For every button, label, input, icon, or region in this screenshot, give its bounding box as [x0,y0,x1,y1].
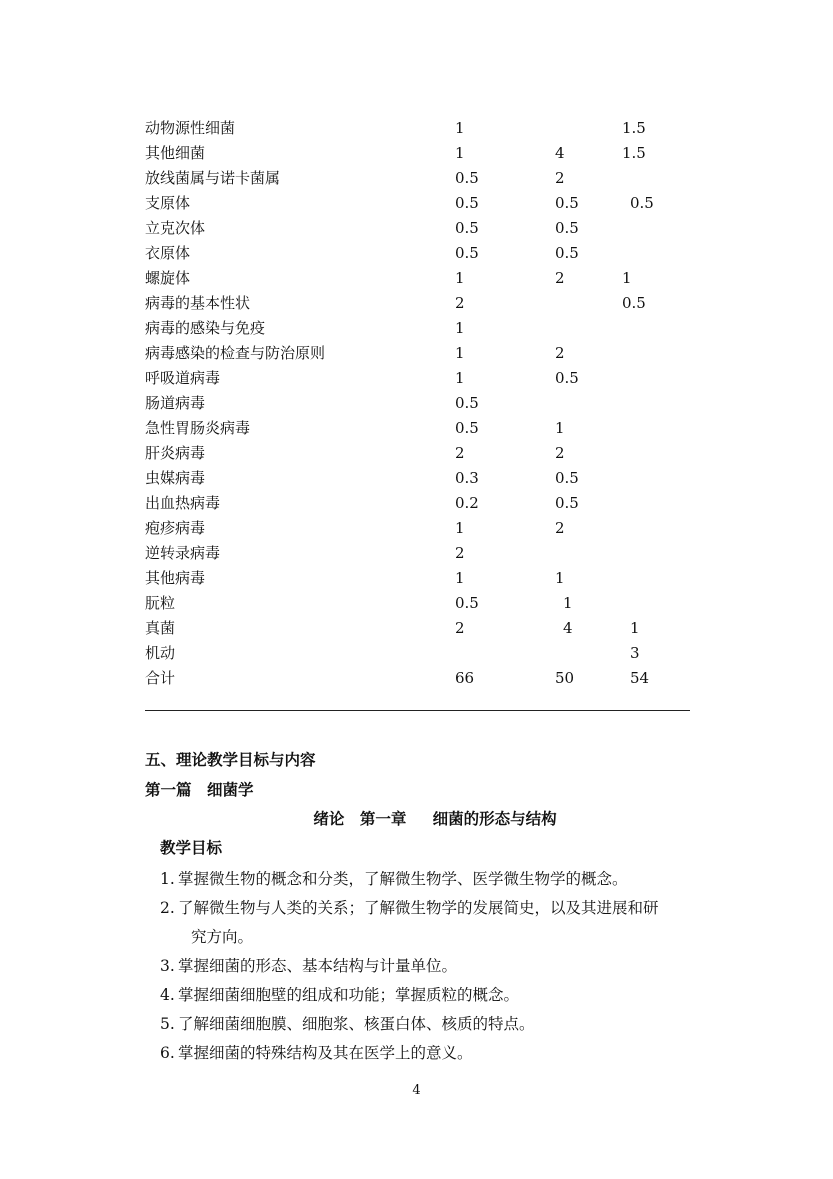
row-value-b: 50 [555,669,575,687]
table-row [0,191,833,216]
table-bottom-rule [145,710,690,711]
row-name: 急性胃肠炎病毒 [145,419,251,437]
row-value-c: 1 [622,269,632,287]
row-name: 出血热病毒 [145,494,221,512]
row-name: 真菌 [145,619,176,637]
page-number: 4 [412,1083,421,1098]
row-value-a: 0.5 [455,419,479,437]
row-value-a: 1 [455,344,465,362]
row-value-b: 0.5 [555,244,579,262]
goal-number: 2. [160,899,175,917]
row-name: 螺旋体 [145,269,191,287]
part-heading: 第一篇 细菌学 [145,780,254,799]
list-item [160,1010,700,1039]
row-value-b: 4 [555,144,565,162]
table-row [0,366,833,391]
goal-text: 掌握细菌的形态、基本结构与计量单位。 [178,957,458,975]
row-value-a: 0.5 [455,244,479,262]
row-name: 其他病毒 [145,569,206,587]
row-value-a: 1 [455,569,465,587]
row-name: 病毒的基本性状 [145,294,251,312]
row-value-a: 0.3 [455,469,479,487]
row-name: 病毒感染的检查与防治原则 [145,344,326,362]
goal-text-continued: 究方向。 [191,928,254,946]
list-item [160,981,700,1010]
table-row [0,141,833,166]
row-name: 衣原体 [145,244,191,262]
row-name: 虫媒病毒 [145,469,206,487]
row-name: 逆转录病毒 [145,544,221,562]
table-row [0,116,833,141]
row-value-b: 1 [555,569,565,587]
row-name: 支原体 [145,194,191,212]
row-value-a: 66 [455,669,475,687]
list-item [160,1039,700,1068]
table-row [0,466,833,491]
table-row [0,591,833,616]
row-value-b: 1 [563,594,573,612]
list-item [160,894,700,952]
row-value-a: 1 [455,144,465,162]
row-name: 动物源性细菌 [145,119,236,137]
hours-table [0,116,833,691]
list-item [160,952,700,981]
row-value-b: 4 [563,619,573,637]
goal-text: 了解细菌细胞膜、细胞浆、核蛋白体、核质的特点。 [178,1015,535,1033]
row-name: 机动 [145,644,176,662]
table-row-total [0,666,833,691]
goals-heading: 教学目标 [160,838,223,857]
row-value-a: 0.5 [455,594,479,612]
row-value-a: 0.5 [455,394,479,412]
row-value-b: 2 [555,169,565,187]
row-value-c: 0.5 [630,194,654,212]
row-value-c: 1.5 [622,144,646,162]
table-row [0,166,833,191]
row-value-a: 0.5 [455,219,479,237]
row-name: 肠道病毒 [145,394,206,412]
row-value-c: 54 [630,669,650,687]
row-name: 呼吸道病毒 [145,369,221,387]
row-value-b: 2 [555,344,565,362]
row-value-a: 1 [455,319,465,337]
goal-number: 4. [160,986,175,1004]
row-name: 其他细菌 [145,144,206,162]
table-row [0,391,833,416]
table-row [0,491,833,516]
row-value-b: 0.5 [555,494,579,512]
goal-text: 掌握细菌细胞壁的组成和功能；掌握质粒的概念。 [178,986,520,1004]
row-value-b: 2 [555,519,565,537]
goal-number: 6. [160,1044,175,1062]
row-value-a: 0.2 [455,494,479,512]
row-value-a: 2 [455,544,465,562]
row-value-a: 1 [455,519,465,537]
table-row [0,616,833,641]
row-value-b: 0.5 [555,219,579,237]
row-value-c: 0.5 [622,294,646,312]
row-value-a: 2 [455,444,465,462]
row-value-b: 0.5 [555,369,579,387]
row-value-b: 0.5 [555,194,579,212]
row-value-a: 0.5 [455,194,479,212]
section-heading: 五、理论教学目标与内容 [145,750,316,769]
row-value-b: 2 [555,444,565,462]
table-row [0,516,833,541]
row-value-b: 0.5 [555,469,579,487]
goal-text: 掌握微生物的概念和分类，了解微生物学、医学微生物学的概念。 [178,870,628,888]
row-name: 朊粒 [145,594,176,612]
row-name: 立克次体 [145,219,206,237]
goal-number: 5. [160,1015,175,1033]
row-name: 放线菌属与诺卡菌属 [145,169,281,187]
table-row [0,216,833,241]
table-row [0,416,833,441]
row-name: 肝炎病毒 [145,444,206,462]
table-row [0,541,833,566]
table-row [0,341,833,366]
row-value-b: 1 [555,419,565,437]
row-name: 疱疹病毒 [145,519,206,537]
goal-number: 3. [160,957,175,975]
table-row [0,566,833,591]
row-value-a: 2 [455,619,465,637]
row-value-a: 0.5 [455,169,479,187]
table-row [0,266,833,291]
goal-text: 了解微生物与人类的关系；了解微生物学的发展简史，以及其进展和研 [178,899,659,917]
table-row [0,641,833,666]
chapter-heading: 绪论 第一章 细菌的形态与结构 [313,809,557,828]
list-item [160,865,700,894]
row-value-a: 1 [455,119,465,137]
row-value-a: 1 [455,369,465,387]
row-name: 合计 [145,669,176,687]
goals-list [160,865,700,1068]
row-value-c: 3 [630,644,640,662]
row-value-a: 2 [455,294,465,312]
goal-text: 掌握细菌的特殊结构及其在医学上的意义。 [178,1044,473,1062]
table-row [0,241,833,266]
row-value-a: 1 [455,269,465,287]
row-value-c: 1 [630,619,640,637]
table-row [0,316,833,341]
row-value-c: 1.5 [622,119,646,137]
row-name: 病毒的感染与免疫 [145,319,266,337]
goal-number: 1. [160,870,175,888]
table-row [0,441,833,466]
row-value-b: 2 [555,269,565,287]
table-row [0,291,833,316]
